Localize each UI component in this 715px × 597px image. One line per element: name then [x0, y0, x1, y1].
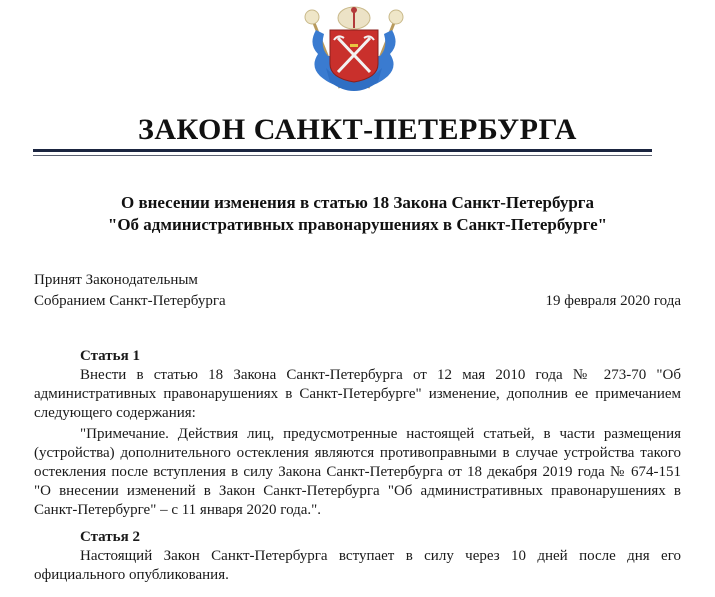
law-title: ЗАКОН САНКТ-ПЕТЕРБУРГА [138, 113, 577, 146]
subtitle-line-2: "Об административных правонарушениях в Санкт-Петербурге" [107, 215, 608, 234]
article-1-heading: Статья 1 [80, 348, 140, 364]
adoption-line-2: Собранием Санкт-Петербурга [34, 293, 226, 309]
adoption-authority [34, 270, 226, 312]
law-subtitle [0, 192, 715, 236]
subtitle-line-1: О внесении изменения в статью 18 Закона Санкт-Петербурга [120, 193, 595, 212]
article-1-paragraph-1: Внести в статью 18 Закона Санкт-Петербурга от 12 мая 2010 года № 273-70 "Об административных правонарушениях в Санкт-Петербурге" изменение, дополнив ее примечанием следующего содержания: [34, 367, 681, 421]
article-2-paragraph-1: Настоящий Закон Санкт-Петербурга вступает в силу через 10 дней после дня его официального опубликования. [34, 548, 681, 583]
coat-of-arms-icon [298, 4, 410, 96]
title-divider-thin [33, 155, 652, 156]
adoption-line-1: Принят Законодательным [34, 272, 198, 288]
article-1 [34, 346, 681, 520]
article-1-note: "Примечание. Действия лиц, предусмотренные настоящей статьей, в части размещения (устройства) дополнительного остекления являются противоправными в случае устройства такого остекления после вступления в силу Закона Санкт-Петербурга от 18 декабря 2019 года № 674-151 "О внесении изменений в Закон Санкт-Петербурга "Об административных правонарушениях в Санкт-Петербурге" – с 11 января 2020 года.". [34, 426, 681, 518]
title-divider [33, 149, 652, 152]
article-2-heading: Статья 2 [80, 529, 140, 545]
article-2 [34, 527, 681, 585]
coat-of-arms-emblem [298, 4, 410, 96]
adoption-date: 19 февраля 2020 года [545, 293, 681, 309]
